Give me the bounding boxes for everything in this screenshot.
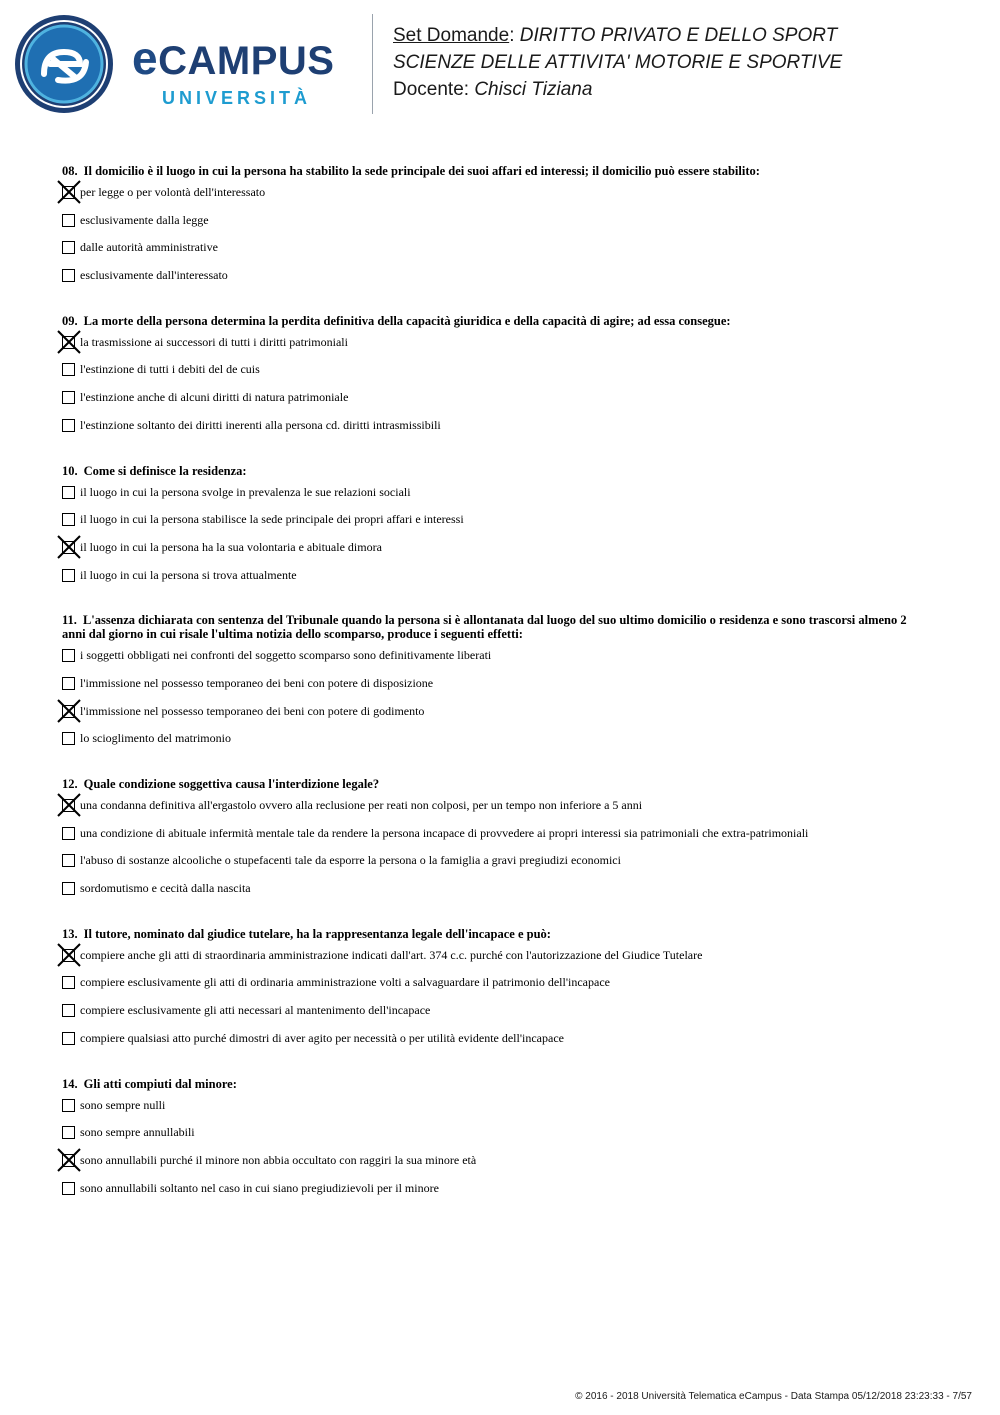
checkbox[interactable] — [62, 419, 75, 432]
question-label: Quale condizione soggettiva causa l'interdizione legale? — [83, 777, 380, 791]
question-text — [62, 1073, 932, 1091]
answer-option[interactable] — [62, 853, 932, 881]
cross-mark-icon — [56, 792, 82, 818]
answer-option[interactable] — [62, 1125, 932, 1153]
answer-option[interactable] — [62, 1181, 932, 1209]
checkbox[interactable] — [62, 214, 75, 227]
answer-option[interactable] — [62, 704, 932, 732]
checkbox[interactable] — [62, 569, 75, 582]
answer-option[interactable] — [62, 1003, 932, 1031]
question-number: 09. — [62, 313, 78, 328]
question-text — [62, 310, 932, 328]
teacher-line — [393, 76, 842, 103]
answer-text: una condanna definitiva all'ergastolo ovvero alla reclusione per reati non colposi, per un tempo non inferiore a 5 anni — [80, 798, 643, 812]
question-block — [62, 460, 932, 596]
checkbox[interactable] — [62, 486, 75, 499]
answer-text: compiere esclusivamente gli atti necessari al mantenimento dell'incapace — [80, 1003, 431, 1018]
checkbox[interactable] — [62, 976, 75, 989]
cross-mark-icon — [56, 179, 82, 205]
question-block — [62, 773, 932, 909]
answer-text: compiere anche gli atti di straordinaria amministrazione indicati dall'art. 374 c.c. purché con l'autorizzazione del Giudice Tutelare — [80, 947, 703, 962]
question-number: 11. — [62, 613, 77, 628]
question-number: 14. — [62, 1076, 78, 1091]
cross-mark-icon — [56, 534, 82, 560]
answer-option[interactable] — [62, 1153, 932, 1181]
answer-text: l'immissione nel possesso temporaneo dei beni con potere di disposizione — [80, 675, 434, 690]
answer-option[interactable] — [62, 1031, 932, 1059]
answer-text: il luogo in cui la persona stabilisce la sede principale dei propri affari e interessi — [80, 512, 464, 527]
checkbox[interactable] — [62, 1099, 75, 1112]
answer-text: sono sempre nulli — [80, 1097, 166, 1112]
question-text — [62, 609, 932, 641]
ecampus-emblem-icon — [14, 14, 114, 114]
page-footer: © 2016 - 2018 Università Telematica eCampus - Data Stampa 05/12/2018 23:23:33 - 7/57 — [575, 1391, 972, 1402]
cross-mark-icon — [56, 1147, 82, 1173]
question-block — [62, 310, 932, 446]
checkbox[interactable] — [62, 1126, 75, 1139]
page-header — [0, 0, 1000, 125]
header-info — [393, 22, 842, 103]
cross-mark-icon — [56, 942, 82, 968]
question-label: Il domicilio è il luogo in cui la persona ha stabilito la sede principale dei suoi affari ed interessi; il domicilio può essere stabilito: — [83, 164, 760, 178]
answer-text: esclusivamente dall'interessato — [80, 268, 228, 283]
logo-wordmark: eCAMPUS — [132, 32, 335, 84]
answer-option[interactable] — [62, 335, 932, 363]
question-block — [62, 1073, 932, 1209]
answer-text: sono annullabili purché il minore non abbia occultato con raggiri la sua minore età — [80, 1152, 477, 1167]
teacher-name: Chisci Tiziana — [474, 79, 593, 100]
question-text — [62, 460, 932, 478]
cross-mark-icon — [56, 329, 82, 355]
answer-option[interactable] — [62, 512, 932, 540]
question-label: La morte della persona determina la perdita definitiva della capacità giuridica e della capacità di agire; ad essa consegue: — [83, 313, 731, 328]
answer-text: esclusivamente dalla legge — [80, 212, 209, 227]
answer-text: il luogo in cui la persona ha la sua volontaria e abituale dimora — [80, 539, 382, 554]
answer-text: una condizione di abituale infermità mentale tale da rendere la persona incapace di provvedere ai propri interessi sia patrimoniali che extra-patrimoniali — [80, 825, 809, 840]
answer-option[interactable] — [62, 185, 932, 213]
answer-option[interactable] — [62, 485, 932, 513]
answer-option[interactable] — [62, 268, 932, 296]
question-text — [62, 773, 932, 791]
set-label: Set Domande — [393, 25, 510, 46]
checkbox[interactable] — [62, 363, 75, 376]
answer-option[interactable] — [62, 975, 932, 1003]
checkbox[interactable] — [62, 882, 75, 895]
question-label: Gli atti compiuti dal minore: — [83, 1076, 237, 1091]
question-label: L'assenza dichiarata con sentenza del Tribunale quando la persona si è allontanata dal luogo del suo ultimo domicilio o residenza e sono trascorsi almeno 2 anni dal giorno in cui risale l'ultima notizia dello scomparso, produce i seguenti effetti: — [62, 613, 907, 642]
checkbox[interactable] — [62, 391, 75, 404]
logo-subtitle: UNIVERSITÀ — [162, 88, 312, 108]
question-number: 13. — [62, 926, 78, 941]
answer-option[interactable] — [62, 826, 932, 854]
answer-text: lo scioglimento del matrimonio — [80, 731, 231, 746]
answer-text: l'estinzione anche di alcuni diritti di natura patrimoniale — [80, 390, 349, 405]
question-number: 08. — [62, 164, 78, 178]
answer-text: l'abuso di sostanze alcooliche o stupefacenti tale da esporre la persona o la famiglia a gravi pregiudizi economici — [80, 853, 621, 868]
checkbox[interactable] — [62, 1004, 75, 1017]
teacher-label: Docente: — [393, 79, 475, 100]
checkbox[interactable] — [62, 513, 75, 526]
answer-text: compiere qualsiasi atto purché dimostri di aver agito per necessità o per utilità evidente dell'incapace — [80, 1030, 564, 1045]
answer-text: la trasmissione ai successori di tutti i diritti patrimoniali — [80, 334, 348, 349]
answer-text: l'estinzione di tutti i debiti del de cuis — [80, 362, 260, 377]
answer-text: l'immissione nel possesso temporaneo dei beni con potere di godimento — [80, 703, 425, 718]
answer-option[interactable] — [62, 798, 932, 826]
question-text — [62, 160, 932, 178]
answer-option[interactable] — [62, 731, 932, 759]
checkbox[interactable] — [62, 241, 75, 254]
checkbox[interactable] — [62, 1032, 75, 1045]
answer-text: il luogo in cui la persona svolge in prevalenza le sue relazioni sociali — [80, 484, 411, 499]
checkbox[interactable] — [62, 677, 75, 690]
answer-option[interactable] — [62, 568, 932, 596]
set-line: Set Domande: DIRITTO PRIVATO E DELLO SPORT — [393, 25, 838, 46]
question-number: 12. — [62, 777, 78, 791]
checkbox[interactable] — [62, 827, 75, 840]
question-text — [62, 923, 932, 941]
checkbox[interactable] — [62, 269, 75, 282]
answer-option[interactable] — [62, 881, 932, 909]
checkbox[interactable] — [62, 1182, 75, 1195]
answer-option[interactable] — [62, 362, 932, 390]
answer-text: sono sempre annullabili — [80, 1125, 195, 1140]
answer-option[interactable] — [62, 213, 932, 241]
question-label: Il tutore, nominato dal giudice tutelare, ha la rappresentanza legale dell'incapace e può: — [83, 926, 551, 941]
checkbox[interactable] — [62, 732, 75, 745]
header-divider — [372, 14, 373, 114]
answer-text: compiere esclusivamente gli atti di ordinaria amministrazione volti a salvaguardare il patrimonio dell'incapace — [80, 975, 610, 990]
course-title: DIRITTO PRIVATO E DELLO SPORT — [519, 25, 838, 46]
question-label: Come si definisce la residenza: — [83, 463, 247, 478]
answer-option[interactable] — [62, 418, 932, 446]
question-block — [62, 609, 932, 759]
answer-text: sordomutismo e cecità dalla nascita — [80, 881, 251, 896]
answer-text: sono annullabili soltanto nel caso in cui siano pregiudizievoli per il minore — [80, 1180, 439, 1195]
question-block — [62, 923, 932, 1059]
program-title: SCIENZE DELLE ATTIVITA' MOTORIE E SPORTIVE — [393, 52, 843, 73]
question-number: 10. — [62, 463, 78, 478]
answer-option[interactable] — [62, 1098, 932, 1126]
answer-text: per legge o per volontà dell'interessato — [80, 185, 266, 199]
answer-option[interactable] — [62, 240, 932, 268]
question-block — [62, 160, 932, 296]
answer-option[interactable] — [62, 676, 932, 704]
checkbox[interactable] — [62, 854, 75, 867]
answer-option[interactable] — [62, 948, 932, 976]
answer-option[interactable] — [62, 540, 932, 568]
answer-option[interactable] — [62, 648, 932, 676]
answer-text: il luogo in cui la persona si trova attualmente — [80, 567, 297, 582]
question-list — [62, 160, 932, 1222]
answer-text: dalle autorità amministrative — [80, 240, 218, 255]
answer-text: i soggetti obbligati nei confronti del soggetto scomparso sono definitivamente liberati — [80, 648, 492, 663]
answer-option[interactable] — [62, 390, 932, 418]
answer-text: l'estinzione soltanto dei diritti inerenti alla persona cd. diritti intrasmissibili — [80, 417, 441, 432]
cross-mark-icon — [56, 698, 82, 724]
checkbox[interactable] — [62, 649, 75, 662]
